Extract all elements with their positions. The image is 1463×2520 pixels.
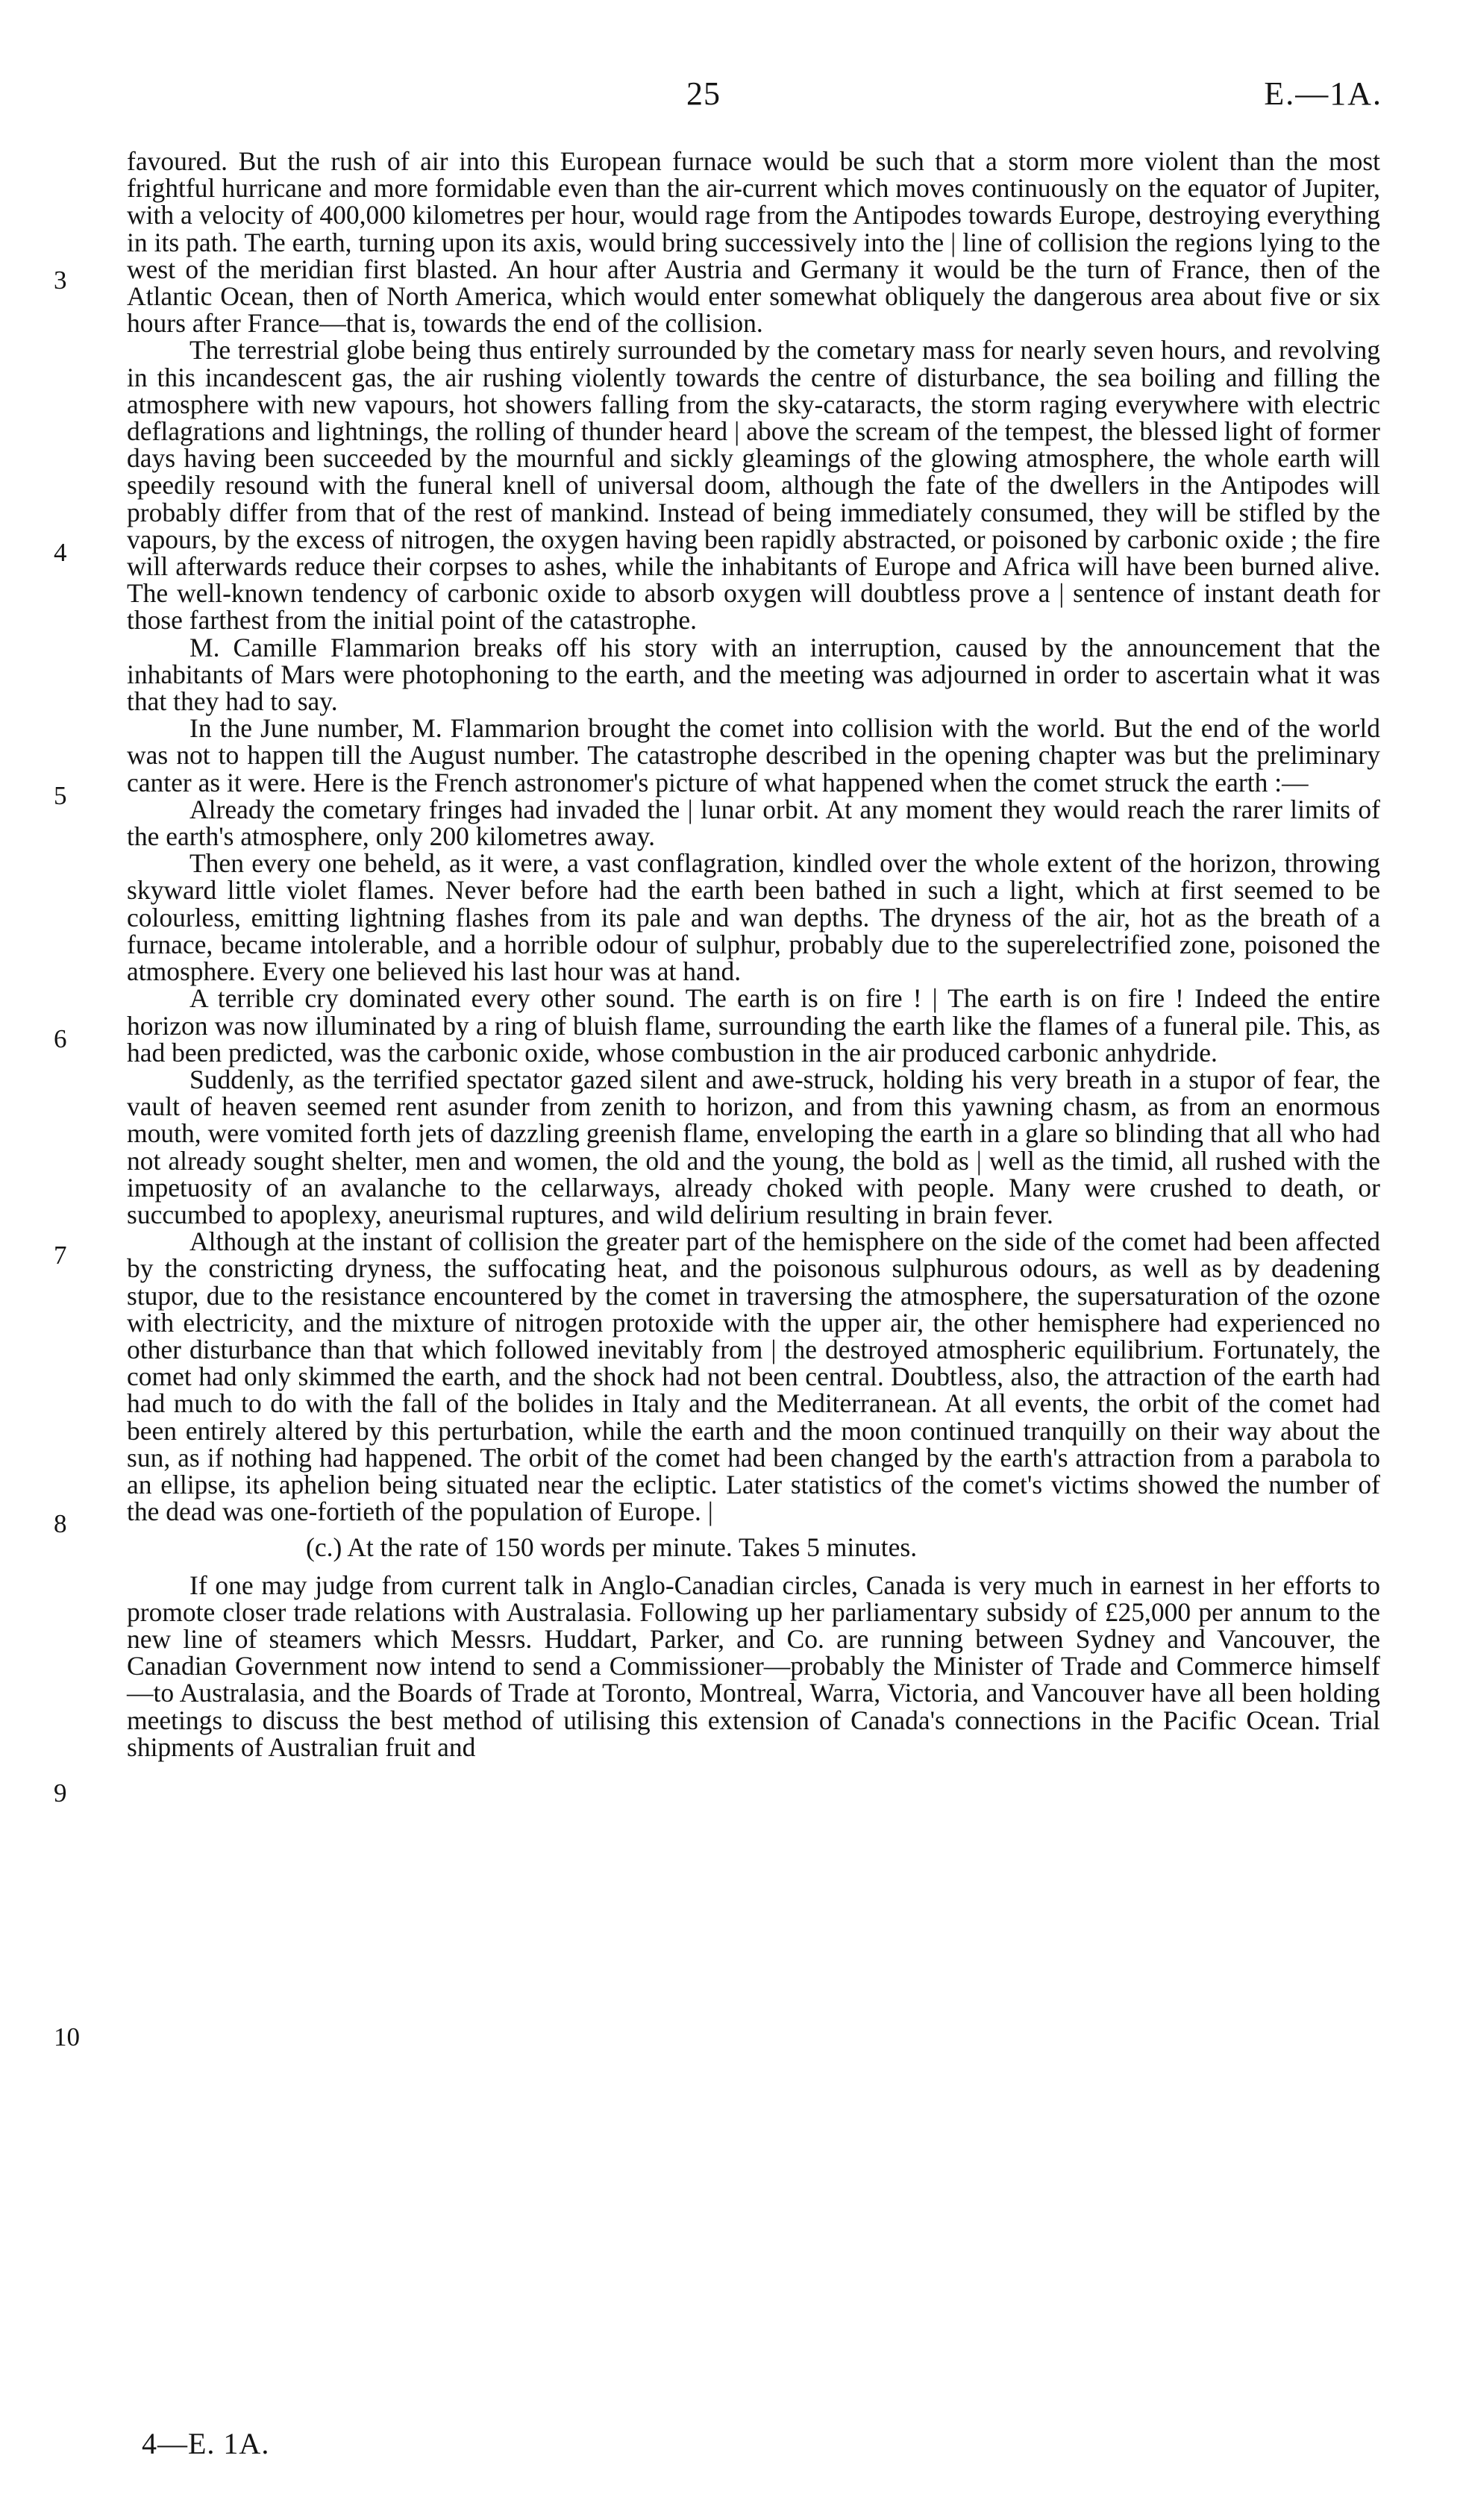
paragraph: favoured. But the rush of air into this European furnace would be such that a storm more violent than the most frightful hurricane and more formidable even than the air-current which moves continuously on the equator of Jupiter, with a velocity of 400,000 kilometres per hour, would rage from the Antipodes towards Europe, destroying everything in its path. The earth, turning upon its axis, would bring successively into the | line of collision the regions lying to the west of the meridian first blasted. An hour after Austria and Germany it would be the turn of France, then of the Atlantic Ocean, then of North America, which would enter somewhat obliquely the dangerous area about five or six hours after France—that is, towards the end of the collision.	[127, 146, 1380, 339]
margin-line-number: 9	[54, 1778, 67, 1808]
margin-line-number: 5	[54, 781, 67, 810]
document-reference: E.—1A.	[1264, 75, 1382, 112]
paragraph: Although at the instant of collision the greater part of the hemisphere on the side of the comet had been affected by the constricting dryness, the suffocating heat, and the poisonous sulphurous odours, as well as by deadening stupor, due to the resistance encountered by the comet in traversing the atmosphere, the supersaturation of the ozone with electricity, and the mixture of nitrogen protoxide with the upper air, the other hemisphere had experienced no other disturbance than that which followed inevitably from | the destroyed atmospheric equilibrium. Fortunately, the comet had only skimmed the earth, and the shock had not been central. Doubtless, also, the attraction of the earth had had much to do with the fall of the bolides in Italy and the Mediterranean. At all events, the orbit of the comet had been entirely altered by this perturbation, while the earth and the moon continued tranquilly on their way about the sun, as if nothing had happened. The orbit of the comet had been changed by the earth's attraction from a parabola to an ellipse, its aphelion being situated near the ecliptic. Later statistics of the comet's victims showed the number of the dead was one-fortieth of the population of Europe. |	[127, 1226, 1380, 1527]
paragraph: A terrible cry dominated every other sound. The earth is on fire ! | The earth is on fire ! Indeed the entire horizon was now illuminated by a ring of bluish flame, surrounding the earth like the flames of a funeral pile. This, as had been predicted, was the carbonic oxide, whose combustion in the air produced carbonic anhydride.	[127, 983, 1380, 1068]
footer-signature: 4—E. 1A.	[142, 2427, 270, 2460]
paragraph: Then every one beheld, as it were, a vast conflagration, kindled over the whole extent of the horizon, throwing skyward little violet flames. Never before had the earth been bathed in such a light, which at first seemed to be colourless, emitting lightning flashes from its pale and wan depths. The dryness of the air, hot as the breath of a furnace, became intolerable, and a horrible odour of sulphur, probably due to the superelectrified zone, poisoned the atmosphere. Every one believed his last hour was at hand.	[127, 848, 1380, 987]
paragraph: The terrestrial globe being thus entirely surrounded by the cometary mass for nearly seven hours, and revolving in this incandescent gas, the air rushing violently towards the centre of disturbance, the sea boiling and filling the atmosphere with new vapours, hot showers falling from the sky-cataracts, the storm raging everywhere with electric deflagrations and lightnings, the rolling of thunder heard | above the scream of the tempest, the blessed light of former days having been succeeded by the mournful and sickly gleamings of the glowing atmosphere, the whole earth will speedily resound with the funeral knell of universal doom, although the fate of the dwellers in the Antipodes will probably differ from that of the rest of mankind. Instead of being immediately consumed, they will be stifled by the vapours, by the excess of nitrogen, the oxygen having been rapidly abstracted, or poisoned by carbonic oxide ; the fire will afterwards reduce their corpses to ashes, while the inhabitants of Europe and Africa will have been burned alive. The well-known tendency of carbonic oxide to absorb oxygen will doubtless prove a | sentence of instant death for those farthest from the initial point of the catastrophe.	[127, 335, 1380, 636]
paragraph: M. Camille Flammarion breaks off his story with an interruption, caused by the announcement that the inhabitants of Mars were photophoning to the earth, and the meeting was adjourned in order to ascertain what it was that they had to say.	[127, 632, 1380, 717]
paragraph: If one may judge from current talk in Anglo-Canadian circles, Canada is very much in earnest in her efforts to promote closer trade relations with Australasia. Following up her parliamentary subsidy of £25,000 per annum to the new line of steamers which Messrs. Huddart, Parker, and Co. are running between Sydney and Vancouver, the Canadian Government now intend to send a Commissioner—probably the Minister of Trade and Commerce himself—to Australasia, and the Boards of Trade at Toronto, Montreal, Warra, Victoria, and Vancouver have all been holding meetings to discuss the best method of utilising this extension of Canada's connections in the Pacific Ocean. Trial shipments of Australian fruit and	[127, 1570, 1380, 1762]
margin-line-number: 6	[54, 1024, 67, 1053]
body-text	[127, 148, 1380, 1761]
page-number: 25	[686, 75, 721, 112]
paragraph: Already the cometary fringes had invaded the | lunar orbit. At any moment they would reach the rarer limits of the earth's atmosphere, only 200 kilometres away.	[127, 794, 1380, 852]
margin-line-number: 4	[54, 538, 67, 567]
margin-line-number: 8	[54, 1509, 67, 1538]
margin-line-number: 10	[54, 2022, 80, 2052]
paragraph: In the June number, M. Flammarion brought the comet into collision with the world. But the end of the world was not to happen till the August number. The catastrophe described in the opening chapter was but the preliminary canter as it were. Here is the French astronomer's picture of what happened when the comet struck the earth :—	[127, 713, 1380, 797]
section-subheading: (c.) At the rate of 150 words per minute. Takes 5 minutes.	[306, 1532, 918, 1563]
margin-line-number: 3	[54, 266, 67, 295]
margin-line-number: 7	[54, 1241, 67, 1270]
paragraph: Suddenly, as the terrified spectator gazed silent and awe-struck, holding his very breath in a stupor of fear, the vault of heaven seemed rent asunder from zenith to horizon, and from this yawning chasm, as from an enormous mouth, were vomited forth jets of dazzling greenish flame, enveloping the earth in a glare so blinding that all who had not already sought shelter, men and women, the old and the young, the bold as | well as the timid, all rushed with the impetuosity of an avalanche to the cellarways, already choked with people. Many were crushed to death, or succumbed to apoplexy, aneurismal ruptures, and wild delirium resulting in brain fever.	[127, 1064, 1380, 1229]
